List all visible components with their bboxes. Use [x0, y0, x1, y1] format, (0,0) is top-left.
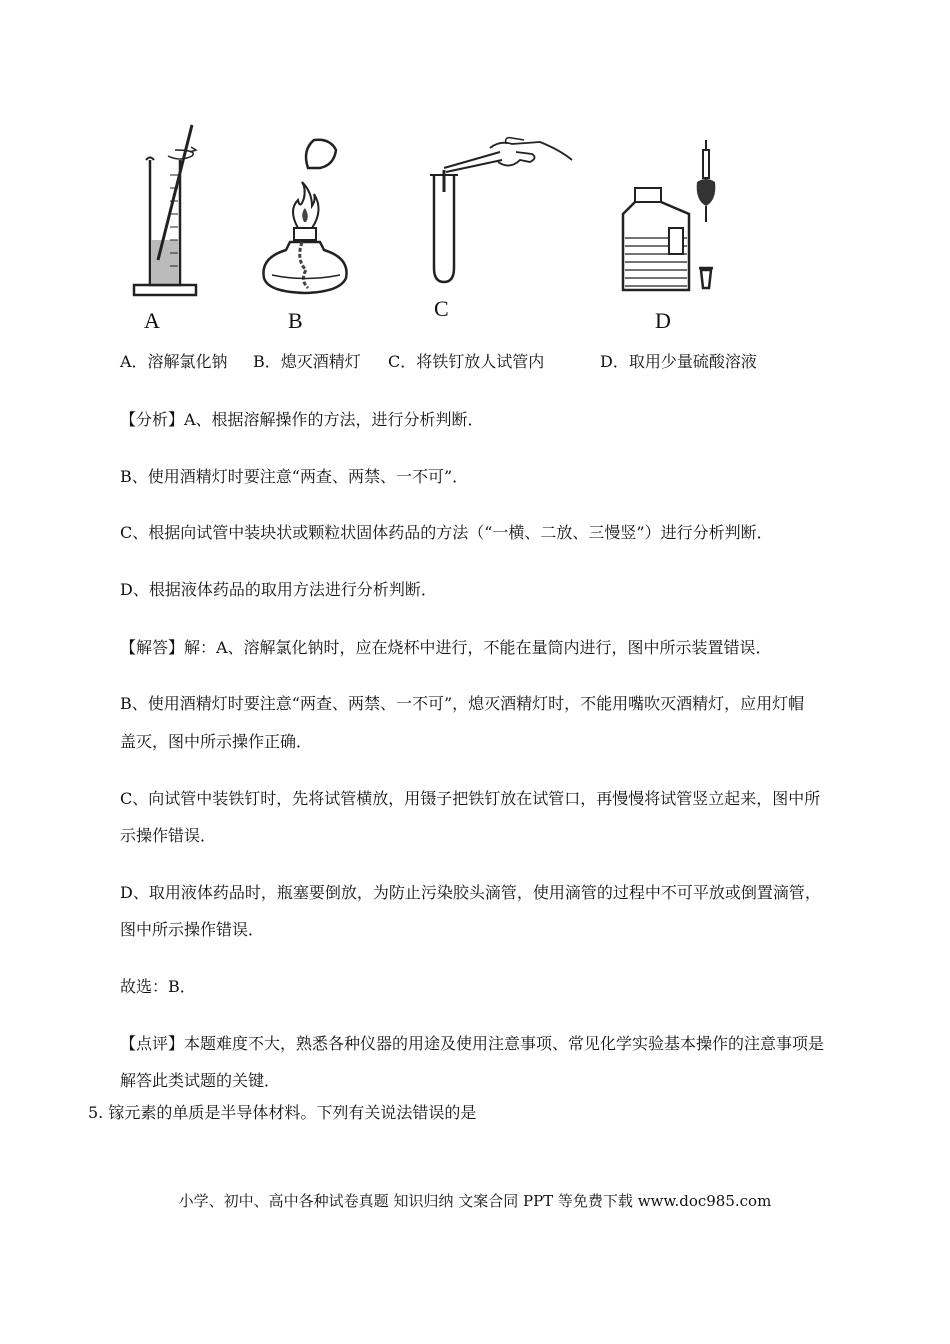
- reagent-bottle-dropper-icon: [605, 110, 755, 310]
- question-5: 5. 镓元素的单质是半导体材料。下列有关说法错误的是: [88, 1103, 477, 1122]
- comment-line2: 解答此类试题的关键．: [120, 1071, 281, 1090]
- experiment-figures: [110, 110, 790, 340]
- option-a: A．溶解氯化钠: [120, 352, 228, 371]
- comment-line1: 【点评】本题难度不大，熟悉各种仪器的用途及使用注意事项、常见化学实验基本操作的注意事项是: [120, 1034, 825, 1053]
- answer-d-line2: 图中所示操作错误．: [120, 920, 265, 939]
- figure-d-label: D: [655, 308, 671, 333]
- answer-choice: 故选：B．: [120, 977, 196, 996]
- page-footer: 小学、初中、高中各种试卷真题 知识归纳 文案合同 PPT 等免费下载 www.doc985.com: [178, 1192, 772, 1210]
- figure-b-label: B: [288, 308, 303, 333]
- graduated-cylinder-icon: [120, 110, 210, 310]
- answer-a: 【解答】解：A、溶解氯化钠时，应在烧杯中进行，不能在量筒内进行，图中所示装置错误．: [120, 638, 772, 657]
- option-c: C．将铁钉放人试管内: [388, 352, 545, 371]
- alcohol-lamp-icon: [250, 110, 360, 310]
- answer-b-line1: B、使用酒精灯时要注意“两查、两禁、一不可”，熄灭酒精灯时，不能用嘴吹灭酒精灯，应用灯帽: [120, 694, 805, 713]
- option-d: D．取用少量硫酸溶液: [600, 352, 757, 371]
- answer-options: [120, 350, 757, 374]
- figure-c-label: C: [434, 296, 449, 321]
- answer-d-line1: D、取用液体药品时，瓶塞要倒放，为防止污染胶头滴管，使用滴管的过程中不可平放或倒置滴管，: [120, 883, 821, 902]
- figure-b: [250, 110, 360, 333]
- answer-c-line2: 示操作错误．: [120, 826, 217, 845]
- analysis-intro: 【分析】A、根据溶解操作的方法，进行分析判断．: [120, 410, 484, 429]
- figure-a-label: A: [144, 308, 160, 333]
- test-tube-forceps-icon: [420, 110, 580, 310]
- analysis-c: C、根据向试管中装块状或颗粒状固体药品的方法（“一横、二放、三慢竖”）进行分析判断．: [120, 523, 773, 542]
- figure-c: [420, 110, 580, 321]
- figure-a: [120, 110, 210, 333]
- analysis-d: D、根据液体药品的取用方法进行分析判断．: [120, 580, 437, 599]
- figure-d: [605, 110, 755, 333]
- analysis-b: B、使用酒精灯时要注意“两查、两禁、一不可”．: [120, 467, 469, 486]
- answer-c-line1: C、向试管中装铁钉时，先将试管横放，用镊子把铁钉放在试管口，再慢慢将试管竖立起来，图中所: [120, 789, 821, 808]
- option-b: B．熄灭酒精灯: [253, 352, 361, 371]
- answer-b-line2: 盖灭，图中所示操作正确．: [120, 732, 313, 751]
